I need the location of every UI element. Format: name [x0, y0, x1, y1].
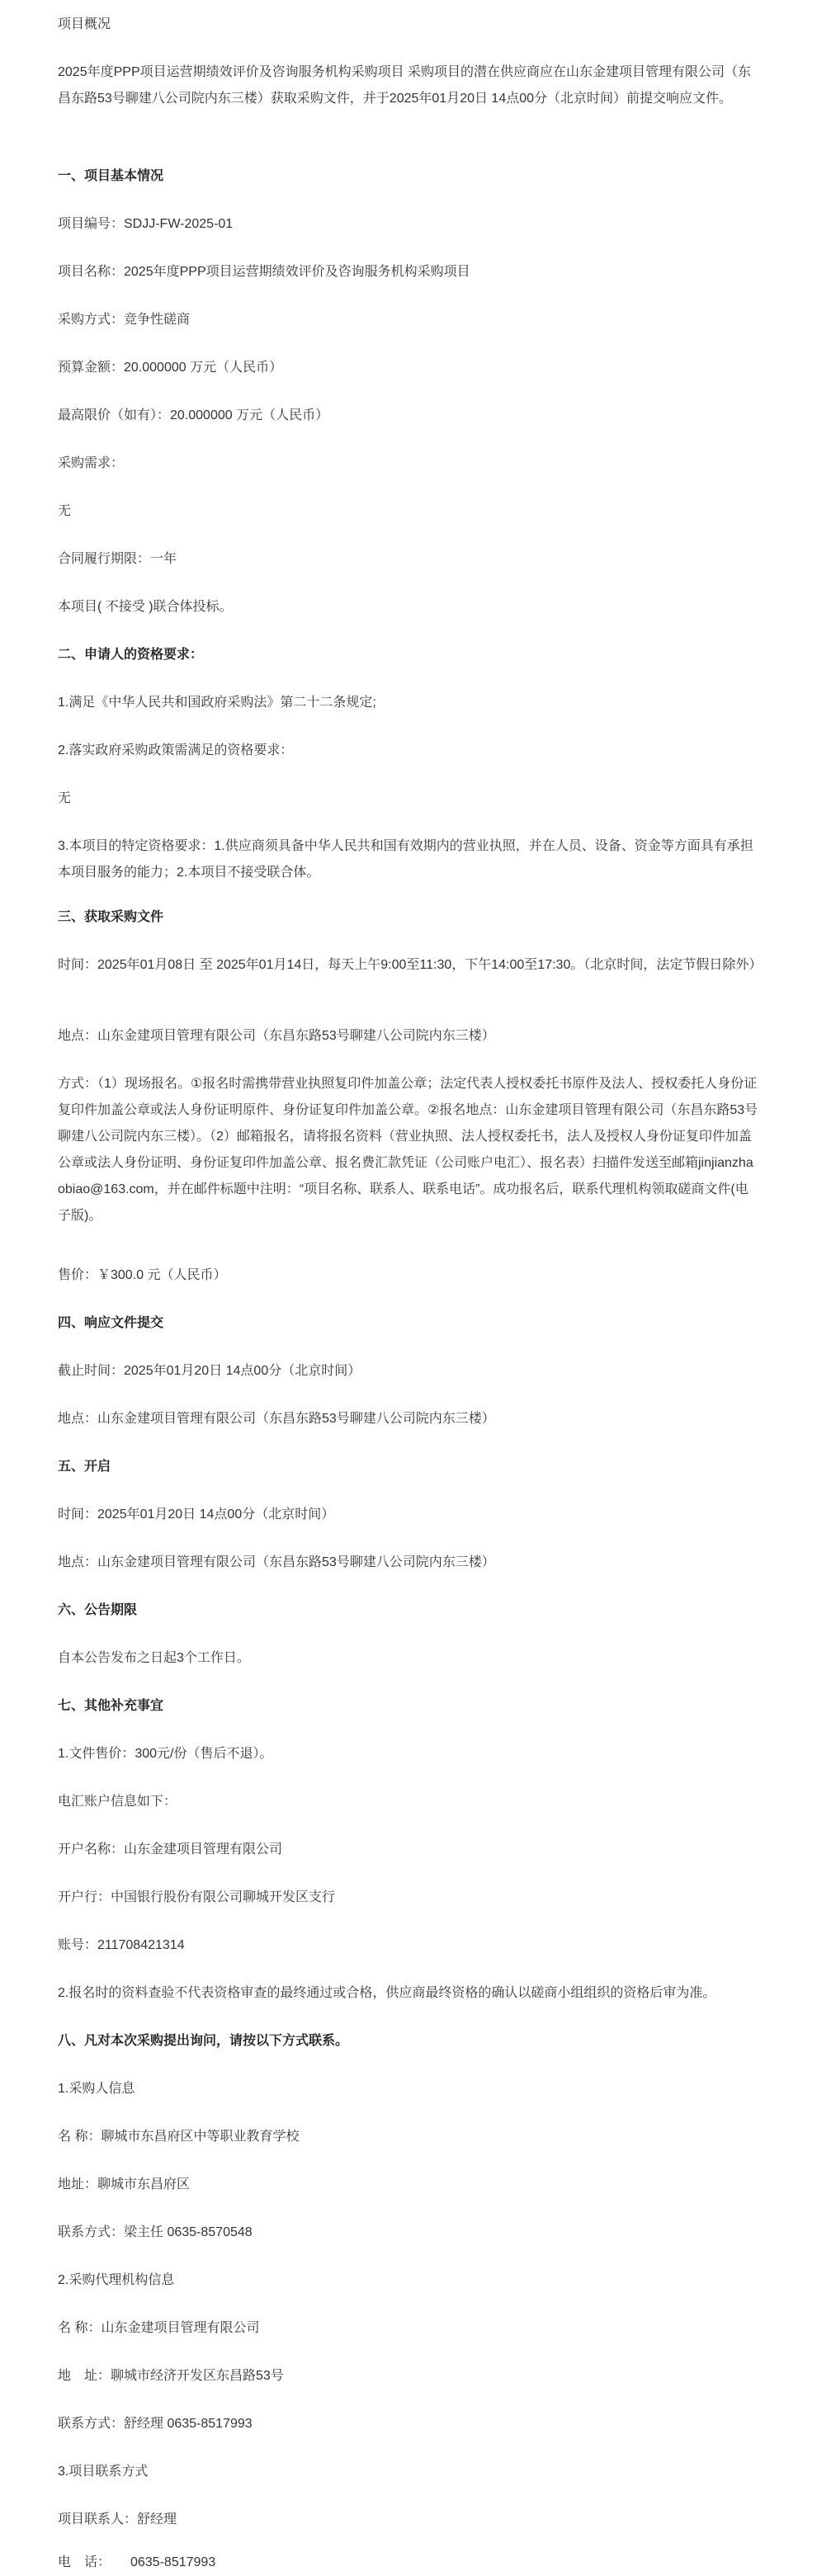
account-name: 开户名称：山东金建项目管理有限公司	[58, 1842, 283, 1857]
open-time: 时间：2025年01月20日 14点00分（北京时间）	[58, 1507, 335, 1522]
submit-deadline: 截止时间：2025年01月20日 14点00分（北京时间）	[58, 1364, 361, 1378]
section-5-title: 五、开启	[58, 1460, 111, 1474]
section-7-title: 七、其他补充事宜	[58, 1699, 164, 1713]
account-number: 账号：211708421314	[58, 1938, 185, 1952]
submit-place: 地点：山东金建项目管理有限公司（东昌东路53号聊建八公司院内东三楼）	[58, 1412, 495, 1426]
consortium-note: 本项目( 不接受 )联合体投标。	[58, 600, 233, 614]
section-4-title: 四、响应文件提交	[58, 1316, 164, 1330]
demand-label: 采购需求：	[58, 456, 125, 470]
project-name: 项目名称：2025年度PPP项目运营期绩效评价及咨询服务机构采购项目	[58, 265, 470, 279]
requirement-1: 1.满足《中华人民共和国政府采购法》第二十二条规定;	[58, 696, 376, 710]
purchaser-contact: 联系方式：梁主任 0635-8570548	[58, 2225, 253, 2239]
demand-value: 无	[58, 504, 72, 518]
agency-info-title: 2.采购代理机构信息	[58, 2273, 175, 2287]
get-time: 时间：2025年01月08日 至 2025年01月14日，每天上午9:00至11:30，下午14:00至17:30。（北京时间，法定节假日除外）	[58, 958, 763, 972]
project-contact-title: 3.项目联系方式	[58, 2465, 149, 2479]
get-place: 地点：山东金建项目管理有限公司（东昌东路53号聊建八公司院内东三楼）	[58, 1029, 495, 1043]
purchaser-name: 名 称：聊城市东昌府区中等职业教育学校	[58, 2130, 300, 2144]
agency-contact: 联系方式：舒经理 0635-8517993	[58, 2417, 253, 2431]
document-fee: 1.文件售价：300元/份（售后不退）。	[58, 1747, 273, 1761]
project-number: 项目编号：SDJJ-FW-2025-01	[58, 217, 234, 231]
section-8-title: 八、凡对本次采购提出询问，请按以下方式联系。	[58, 2034, 349, 2048]
open-place: 地点：山东金建项目管理有限公司（东昌东路53号聊建八公司院内东三楼）	[58, 1555, 495, 1569]
remit-info-label: 电汇账户信息如下：	[58, 1795, 177, 1809]
notice-period: 自本公告发布之日起3个工作日。	[58, 1651, 250, 1665]
requirement-2: 2.落实政府采购政策需满足的资格要求：	[58, 743, 294, 757]
max-price: 最高限价（如有）：20.000000 万元（人民币）	[58, 408, 329, 422]
qualification-note: 2.报名时的资料查验不代表资格审查的最终通过或合格，供应商最终资格的确认以磋商小组组织的资格后审为准。	[58, 1986, 716, 2000]
requirement-2-value: 无	[58, 791, 72, 805]
procurement-method: 采购方式：竞争性磋商	[58, 313, 191, 327]
overview-title: 项目概况	[58, 17, 111, 31]
purchaser-address: 地址：聊城市东昌府区	[58, 2177, 191, 2191]
requirement-3: 3.本项目的特定资格要求：1.供应商须具备中华人民共和国有效期内的营业执照，并在人员、设备、资金等方面具有承担本项目服务的能力；2.本项目不接受联合体。	[58, 839, 753, 880]
document-price: 售价：￥300.0 元（人民币）	[58, 1268, 227, 1282]
section-2-title: 二、申请人的资格要求：	[58, 648, 204, 662]
agency-address: 地 址：聊城市经济开发区东昌路53号	[58, 2369, 284, 2383]
project-contact-phone: 电 话： 0635-8517993	[58, 2555, 216, 2569]
section-3-title: 三、获取采购文件	[58, 910, 164, 924]
contract-period: 合同履行期限：一年	[58, 552, 177, 566]
overview-text: 2025年度PPP项目运营期绩效评价及咨询服务机构采购项目 采购项目的潜在供应商应在山东金建项目管理有限公司（东昌东路53号聊建八公司院内东三楼）获取采购文件，并于2025年01月20日 14点00分（北京时间）前提交响应文件。	[58, 65, 752, 106]
section-6-title: 六、公告期限	[58, 1603, 138, 1617]
purchaser-info-title: 1.采购人信息	[58, 2082, 135, 2096]
budget-amount: 预算金额：20.000000 万元（人民币）	[58, 361, 283, 375]
project-contact-person: 项目联系人：舒经理	[58, 2512, 177, 2526]
get-method: 方式：（1）现场报名。①报名时需携带营业执照复印件加盖公章；法定代表人授权委托书原件及法人、授权委托人身份证复印件加盖公章或法人身份证明原件、身份证复印件加盖公章。②报名地点：山东金建项目管理有限公司（东昌东路53号聊建八公司院内东三楼）。（2）邮箱报名，请将报名资料（营业执照、法人授权委托书，法人及授权人身份证复印件加盖公章或法人身份证明、身份证复印件加盖公章、报名费汇款凭证（公司账户电汇）、报名表）扫描件发送至邮箱jinjianzhaobiao@163.com，并在邮件标题中注明：“项目名称、联系人、联系电话”。成功报名后，联系代理机构领取磋商文件(电子版)。	[58, 1077, 758, 1223]
bank-name: 开户行：中国银行股份有限公司聊城开发区支行	[58, 1890, 336, 1904]
agency-name: 名 称：山东金建项目管理有限公司	[58, 2321, 260, 2335]
section-1-title: 一、项目基本情况	[58, 169, 164, 183]
